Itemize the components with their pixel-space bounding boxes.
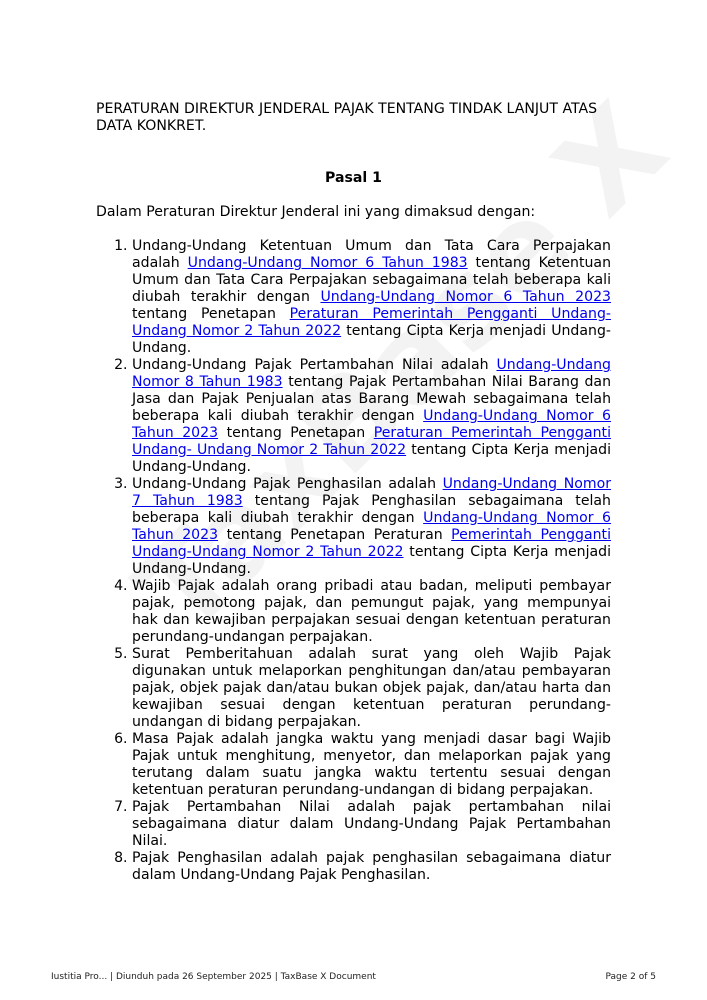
definition-text: tentang Pajak Penghasilan sebagaimana telah beberapa kali diubah terakhir dengan [132, 493, 611, 526]
law-reference-link[interactable]: Undang-Undang Nomor 7 Tahun 1983 [132, 476, 612, 509]
definition-item [132, 476, 611, 578]
law-reference-link[interactable]: Pemerintah Pengganti Undang-Undang Nomor 2 Tahun 2022 [132, 527, 611, 560]
law-reference-link[interactable]: Undang-Undang Nomor 6 Tahun 2023 [132, 408, 612, 441]
definition-text: tentang Cipta Kerja menjadi Undang-Undang. [132, 442, 611, 475]
definition-text: Undang-Undang Ketentuan Umum dan Tata Cara Perpajakan adalah [132, 238, 611, 271]
definition-item [132, 799, 611, 850]
definition-item [132, 646, 611, 731]
definition-item [132, 731, 611, 799]
definition-text: tentang Penetapan Peraturan [218, 527, 452, 543]
article-heading: Pasal 1 [325, 170, 382, 186]
definition-text: tentang Ketentuan Umum dan Tata Cara Perpajakan sebagaimana telah beberapa kali diubah terakhir dengan [132, 255, 612, 305]
definition-item [132, 850, 611, 884]
page-number: Page 2 of 5 [605, 972, 656, 982]
footer-source: Iustitia Pro... | Diunduh pada 26 September 2025 | TaxBase X Document [51, 972, 376, 982]
page-footer [51, 972, 656, 982]
intro-paragraph: Dalam Peraturan Direktur Jenderal ini yang dimaksud dengan: [96, 204, 536, 220]
definition-item [132, 238, 611, 357]
law-reference-link[interactable]: Undang-Undang Nomor 6 Tahun 2023 [320, 289, 612, 305]
document-body [96, 101, 611, 884]
definition-item [132, 357, 611, 476]
definition-text: Pajak Penghasilan adalah pajak penghasilan sebagaimana diatur dalam Undang-Undang Pajak Penghasilan. [132, 850, 611, 883]
law-reference-link[interactable]: Peraturan Pemerintah Pengganti Undang-Undang Nomor 2 Tahun 2022 [132, 306, 611, 339]
definition-text: Undang-Undang Pajak Penghasilan adalah [132, 476, 443, 492]
regulation-title: PERATURAN DIREKTUR JENDERAL PAJAK TENTANG TINDAK LANJUT ATAS DATA KONKRET. [96, 101, 598, 134]
definition-text: Masa Pajak adalah jangka waktu yang menjadi dasar bagi Wajib Pajak untuk menghitung, menyetor, dan melaporkan pajak yang terutang dalam suatu jangka waktu tertentu sesuai dengan ketentuan peraturan perundang-undangan di bidang perpajakan. [132, 731, 611, 798]
definition-item [132, 578, 611, 646]
definition-text: tentang Pajak Pertambahan Nilai Barang dan Jasa dan Pajak Penjualan atas Barang Mewah sebagaimana telah beberapa kali diubah terakhir dengan [132, 374, 611, 424]
definition-text: Surat Pemberitahuan adalah surat yang oleh Wajib Pajak digunakan untuk melaporkan penghitungan dan/atau pembayaran pajak, objek pajak dan/atau bukan objek pajak, dan/atau harta dan kewajiban sesuai dengan ketentuan peraturan perundang-undangan di bidang perpajakan. [132, 646, 611, 730]
definition-text: tentang Penetapan [132, 306, 290, 322]
definition-text: Pajak Pertambahan Nilai adalah pajak pertambahan nilai sebagaimana diatur dalam Undang-Undang Pajak Pertambahan Nilai. [132, 799, 611, 849]
definitions-list [96, 238, 611, 884]
law-reference-link[interactable]: Peraturan Pemerintah Pengganti Undang- Undang Nomor 2 Tahun 2022 [132, 425, 611, 458]
law-reference-link[interactable]: Undang-Undang Nomor 8 Tahun 1983 [132, 357, 611, 390]
law-reference-link[interactable]: Undang-Undang Nomor 6 Tahun 1983 [187, 255, 468, 271]
law-reference-link[interactable]: Undang-Undang Nomor 6 Tahun 2023 [132, 510, 612, 543]
definition-text: tentang Cipta Kerja menjadi Undang-Undang. [132, 323, 611, 356]
definition-text: tentang Penetapan [218, 425, 374, 441]
definition-text: Undang-Undang Pajak Pertambahan Nilai adalah [132, 357, 497, 373]
definition-text: Wajib Pajak adalah orang pribadi atau badan, meliputi pembayar pajak, pemotong pajak, dan pemungut pajak, yang mempunyai hak dan kewajiban perpajakan sesuai dengan ketentuan peraturan perundang-undangan perpajakan. [132, 578, 611, 645]
definition-text: tentang Cipta Kerja menjadi Undang-Undang. [132, 544, 612, 577]
